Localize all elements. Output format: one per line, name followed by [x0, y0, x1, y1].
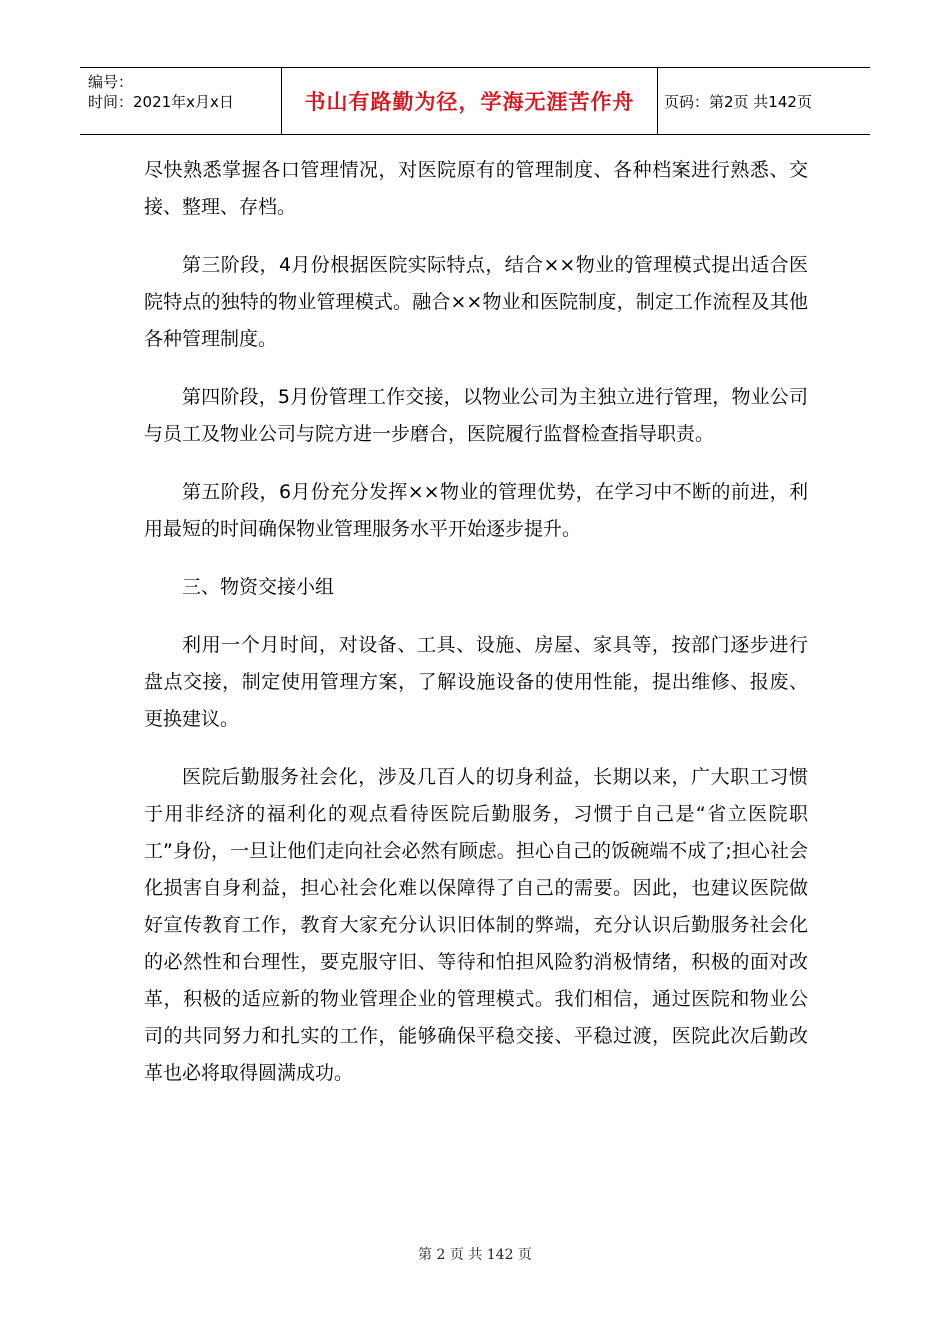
paragraph-materials: 利用一个月时间，对设备、工具、设施、房屋、家具等，按部门逐步进行盘点交接，制定使用管理方案，了解设施设备的使用性能，提出维修、报废、更换建议。 [144, 634, 808, 730]
page-footer: 第 2 页 共 142 页 [418, 1247, 532, 1263]
section-heading-materials: 三、物资交接小组 [182, 576, 335, 598]
paragraph-phase-five: 第五阶段，6月份充分发挥××物业的管理优势，在学习中不断的前进，利用最短的时间确保物业管理服务水平开始逐步提升。 [144, 481, 808, 540]
paragraph-phase-three: 第三阶段，4月份根据医院实际特点，结合××物业的管理模式提出适合医院特点的独特的物业管理模式。融合××物业和医院制度，制定工作流程及其他各种管理制度。 [144, 254, 808, 350]
document-body [144, 152, 808, 1113]
paragraph-continuation: 尽快熟悉掌握各口管理情况，对医院原有的管理制度、各种档案进行熟悉、交接、整理、存档。 [144, 159, 808, 218]
paragraph-phase-four: 第四阶段，5月份管理工作交接，以物业公司为主独立进行管理，物业公司与员工及物业公司与院方进一步磨合，医院履行监督检查指导职责。 [144, 386, 808, 445]
header-page-code: 页码：第2页 共142页 [664, 92, 812, 111]
header-motto: 书山有路勤为径，学海无涯苦作舟 [282, 68, 658, 134]
header-meta [80, 68, 282, 134]
page-header [80, 67, 870, 135]
paragraph-conclusion: 医院后勤服务社会化，涉及几百人的切身利益，长期以来，广大职工习惯于用非经济的福利化的观点看待医院后勤服务，习惯于自己是“省立医院职工”身份，一旦让他们走向社会必然有顾虑。担心自己的饭碗端不成了;担心社会化损害自身利益，担心社会化难以保障得了自己的需要。因此，也建议医院做好宣传教育工作，教育大家充分认识旧体制的弊端，充分认识后勤服务社会化的必然性和台理性，要克服守旧、等待和怕担风险豹消极情绪，积极的面对改革，积极的适应新的物业管理企业的管理模式。我们相信，通过医院和物业公司的共同努力和扎实的工作，能够确保平稳交接、平稳过渡，医院此次后勤改革也必将取得圆满成功。 [144, 766, 808, 1084]
serial-number-label: 编号： [88, 73, 134, 91]
date-line: 时间：2021年x月x日 [88, 93, 234, 111]
